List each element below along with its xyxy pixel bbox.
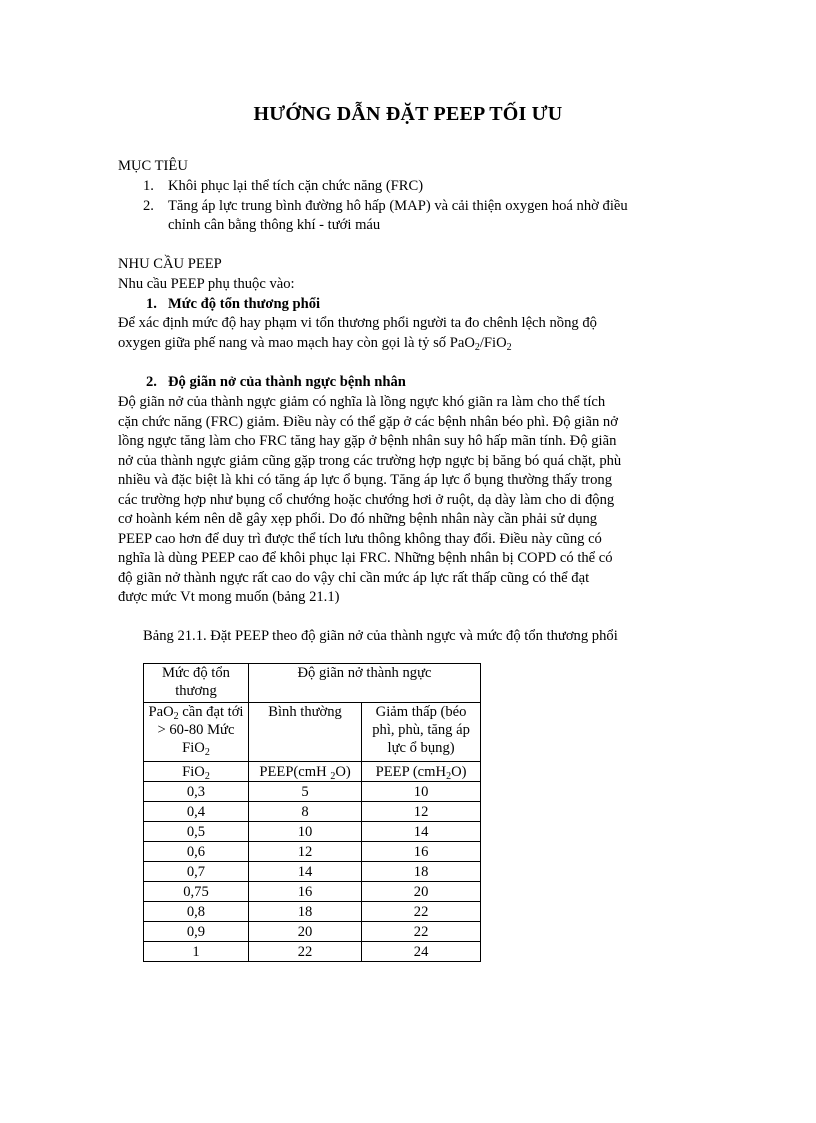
header-pao2-target [144, 703, 249, 762]
table-row [144, 802, 481, 822]
table-row [144, 922, 481, 942]
cell-peep-reduced: 24 [362, 942, 481, 962]
objectives-heading: MỤC TIÊU [118, 158, 188, 174]
cell-fio2: 0,75 [144, 882, 249, 902]
cell-peep-reduced: 16 [362, 842, 481, 862]
cell-peep-reduced: 18 [362, 862, 481, 882]
cell-fio2: 0,4 [144, 802, 249, 822]
table-row [144, 822, 481, 842]
header-reduced: Giảm thấp (béo phì, phù, tăng áp lực ổ bụng) [362, 703, 481, 762]
fio2-label: FiO [182, 764, 205, 780]
fio2-subscript: 2 [506, 342, 512, 353]
cell-fio2: 0,5 [144, 822, 249, 842]
section-2-number: 2. [146, 374, 157, 390]
header-chest-compliance: Độ giãn nở thành ngực [248, 664, 480, 703]
cell-peep-normal: 14 [248, 862, 361, 882]
table-header-row-2 [144, 703, 481, 762]
cell-peep-normal: 16 [248, 882, 361, 902]
cell-peep-normal: 18 [248, 902, 361, 922]
cell-peep-reduced: 22 [362, 902, 481, 922]
header-fio2 [144, 762, 249, 782]
peep-unit-b: O) [335, 764, 351, 780]
needs-intro: Nhu cầu PEEP phụ thuộc vào: [118, 276, 295, 292]
section-2-line: được mức Vt mong muốn (bảng 21.1) [118, 589, 340, 605]
table-row [144, 862, 481, 882]
page-title: HƯỚNG DẪN ĐẶT PEEP TỐI ƯU [253, 103, 563, 125]
cell-peep-normal: 12 [248, 842, 361, 862]
cell-peep-normal: 20 [248, 922, 361, 942]
section-1-line-2 [118, 334, 512, 352]
section-2-line: cơ hoành kém nên dễ gây xẹp phổi. Do đó những bệnh nhân này cần phải sử dụng [118, 511, 598, 527]
pao2-subscript: 2 [474, 342, 480, 353]
header-normal: Bình thường [248, 703, 361, 762]
peep-unit-sub: 2 [330, 771, 336, 782]
header-lung-injury: Mức độ tổn thương [144, 664, 249, 703]
objective-item-2-number: 2. [143, 198, 154, 214]
peep-unit-b: O) [451, 764, 467, 780]
cell-fio2: 0,6 [144, 842, 249, 862]
cell-fio2: 0,3 [144, 782, 249, 802]
section-2-line: PEEP cao hơn để duy trì được thể tích lưu thông không thay đổi. Điều này cũng có [118, 531, 602, 547]
cell-fio2: 0,8 [144, 902, 249, 922]
objective-item-1: Khôi phục lại thể tích cặn chức năng (FRC) [168, 178, 424, 194]
cell-peep-reduced: 12 [362, 802, 481, 822]
fio2-sub: 2 [204, 747, 210, 758]
pao2-target-text: cần đạt tới > 60-80 Mức FiO [157, 704, 244, 756]
section-2-line: các trường hợp như bụng cổ chướng hoặc chướng hơi ở ruột, dạ dày làm cho di động [118, 492, 615, 508]
header-peep-normal [248, 762, 361, 782]
cell-peep-reduced: 14 [362, 822, 481, 842]
cell-peep-reduced: 10 [362, 782, 481, 802]
section-2-line: độ giãn nở thành ngực rất cao do vậy chỉ cần mức áp lực rất thấp cũng có thể đạt [118, 570, 590, 586]
objective-item-2-line-2: chỉnh cân bằng thông khí - tưới máu [168, 217, 381, 233]
cell-peep-normal: 22 [248, 942, 361, 962]
table-header-row-3 [144, 762, 481, 782]
table-row [144, 942, 481, 962]
section-2-line: nhiều và đặc biệt là khi có tăng áp lực ổ bụng. Tăng áp lực ổ bụng thường thấy trong [118, 472, 613, 488]
cell-peep-normal: 5 [248, 782, 361, 802]
table-row [144, 902, 481, 922]
section-2-line: Độ giãn nở của thành ngực giảm có nghĩa là lồng ngực khó giãn ra làm cho thể tích [118, 394, 606, 410]
table-header-row-1 [144, 664, 481, 703]
section-1-title: Mức độ tổn thương phổi [168, 296, 321, 312]
section-1-line-2-text: oxygen giữa phế nang và mao mạch hay còn gọi là tỷ số PaO [118, 335, 475, 351]
pao2-sub: 2 [173, 711, 179, 722]
section-1-number: 1. [146, 296, 157, 312]
section-2-line: lồng ngực tăng làm cho FRC tăng hay gặp ở bệnh nhân suy hô hấp mãn tính. Độ giãn [118, 433, 617, 449]
cell-fio2: 0,9 [144, 922, 249, 942]
fio2-text: /FiO [479, 335, 507, 351]
cell-peep-normal: 8 [248, 802, 361, 822]
table-row [144, 842, 481, 862]
cell-peep-normal: 10 [248, 822, 361, 842]
fio2-label-sub: 2 [204, 771, 210, 782]
pao2-label: PaO [148, 704, 174, 720]
peep-unit-a: PEEP(cmH [259, 764, 331, 780]
section-2-title: Độ giãn nở của thành ngực bệnh nhân [168, 374, 406, 390]
cell-fio2: 0,7 [144, 862, 249, 882]
peep-table [143, 663, 481, 962]
section-2-line: cặn chức năng (FRC) giảm. Điều này có thể gặp ở các bệnh nhân béo phì. Độ giãn nở [118, 414, 618, 430]
section-1-line-1: Để xác định mức độ hay phạm vi tổn thương phổi người ta đo chênh lệch nồng độ [118, 315, 597, 331]
cell-peep-reduced: 22 [362, 922, 481, 942]
peep-unit-sub: 2 [446, 771, 452, 782]
needs-heading: NHU CẦU PEEP [118, 256, 222, 272]
table-caption: Bảng 21.1. Đặt PEEP theo độ giãn nở của thành ngực và mức độ tổn thương phổi [143, 628, 618, 644]
peep-unit-a: PEEP (cmH [375, 764, 447, 780]
table-row [144, 782, 481, 802]
objective-item-2-line-1: Tăng áp lực trung bình đường hô hấp (MAP) và cải thiện oxygen hoá nhờ điều [168, 198, 628, 214]
table-row [144, 882, 481, 902]
section-2-line: nghĩa là dùng PEEP cao để khôi phục lại FRC. Những bệnh nhân bị COPD có thể có [118, 550, 613, 566]
objective-item-1-number: 1. [143, 178, 154, 194]
cell-peep-reduced: 20 [362, 882, 481, 902]
section-2-line: nở của thành ngực giảm cũng gặp trong các trường hợp ngực bị băng bó quá chặt, phù [118, 453, 622, 469]
cell-fio2: 1 [144, 942, 249, 962]
header-peep-reduced [362, 762, 481, 782]
